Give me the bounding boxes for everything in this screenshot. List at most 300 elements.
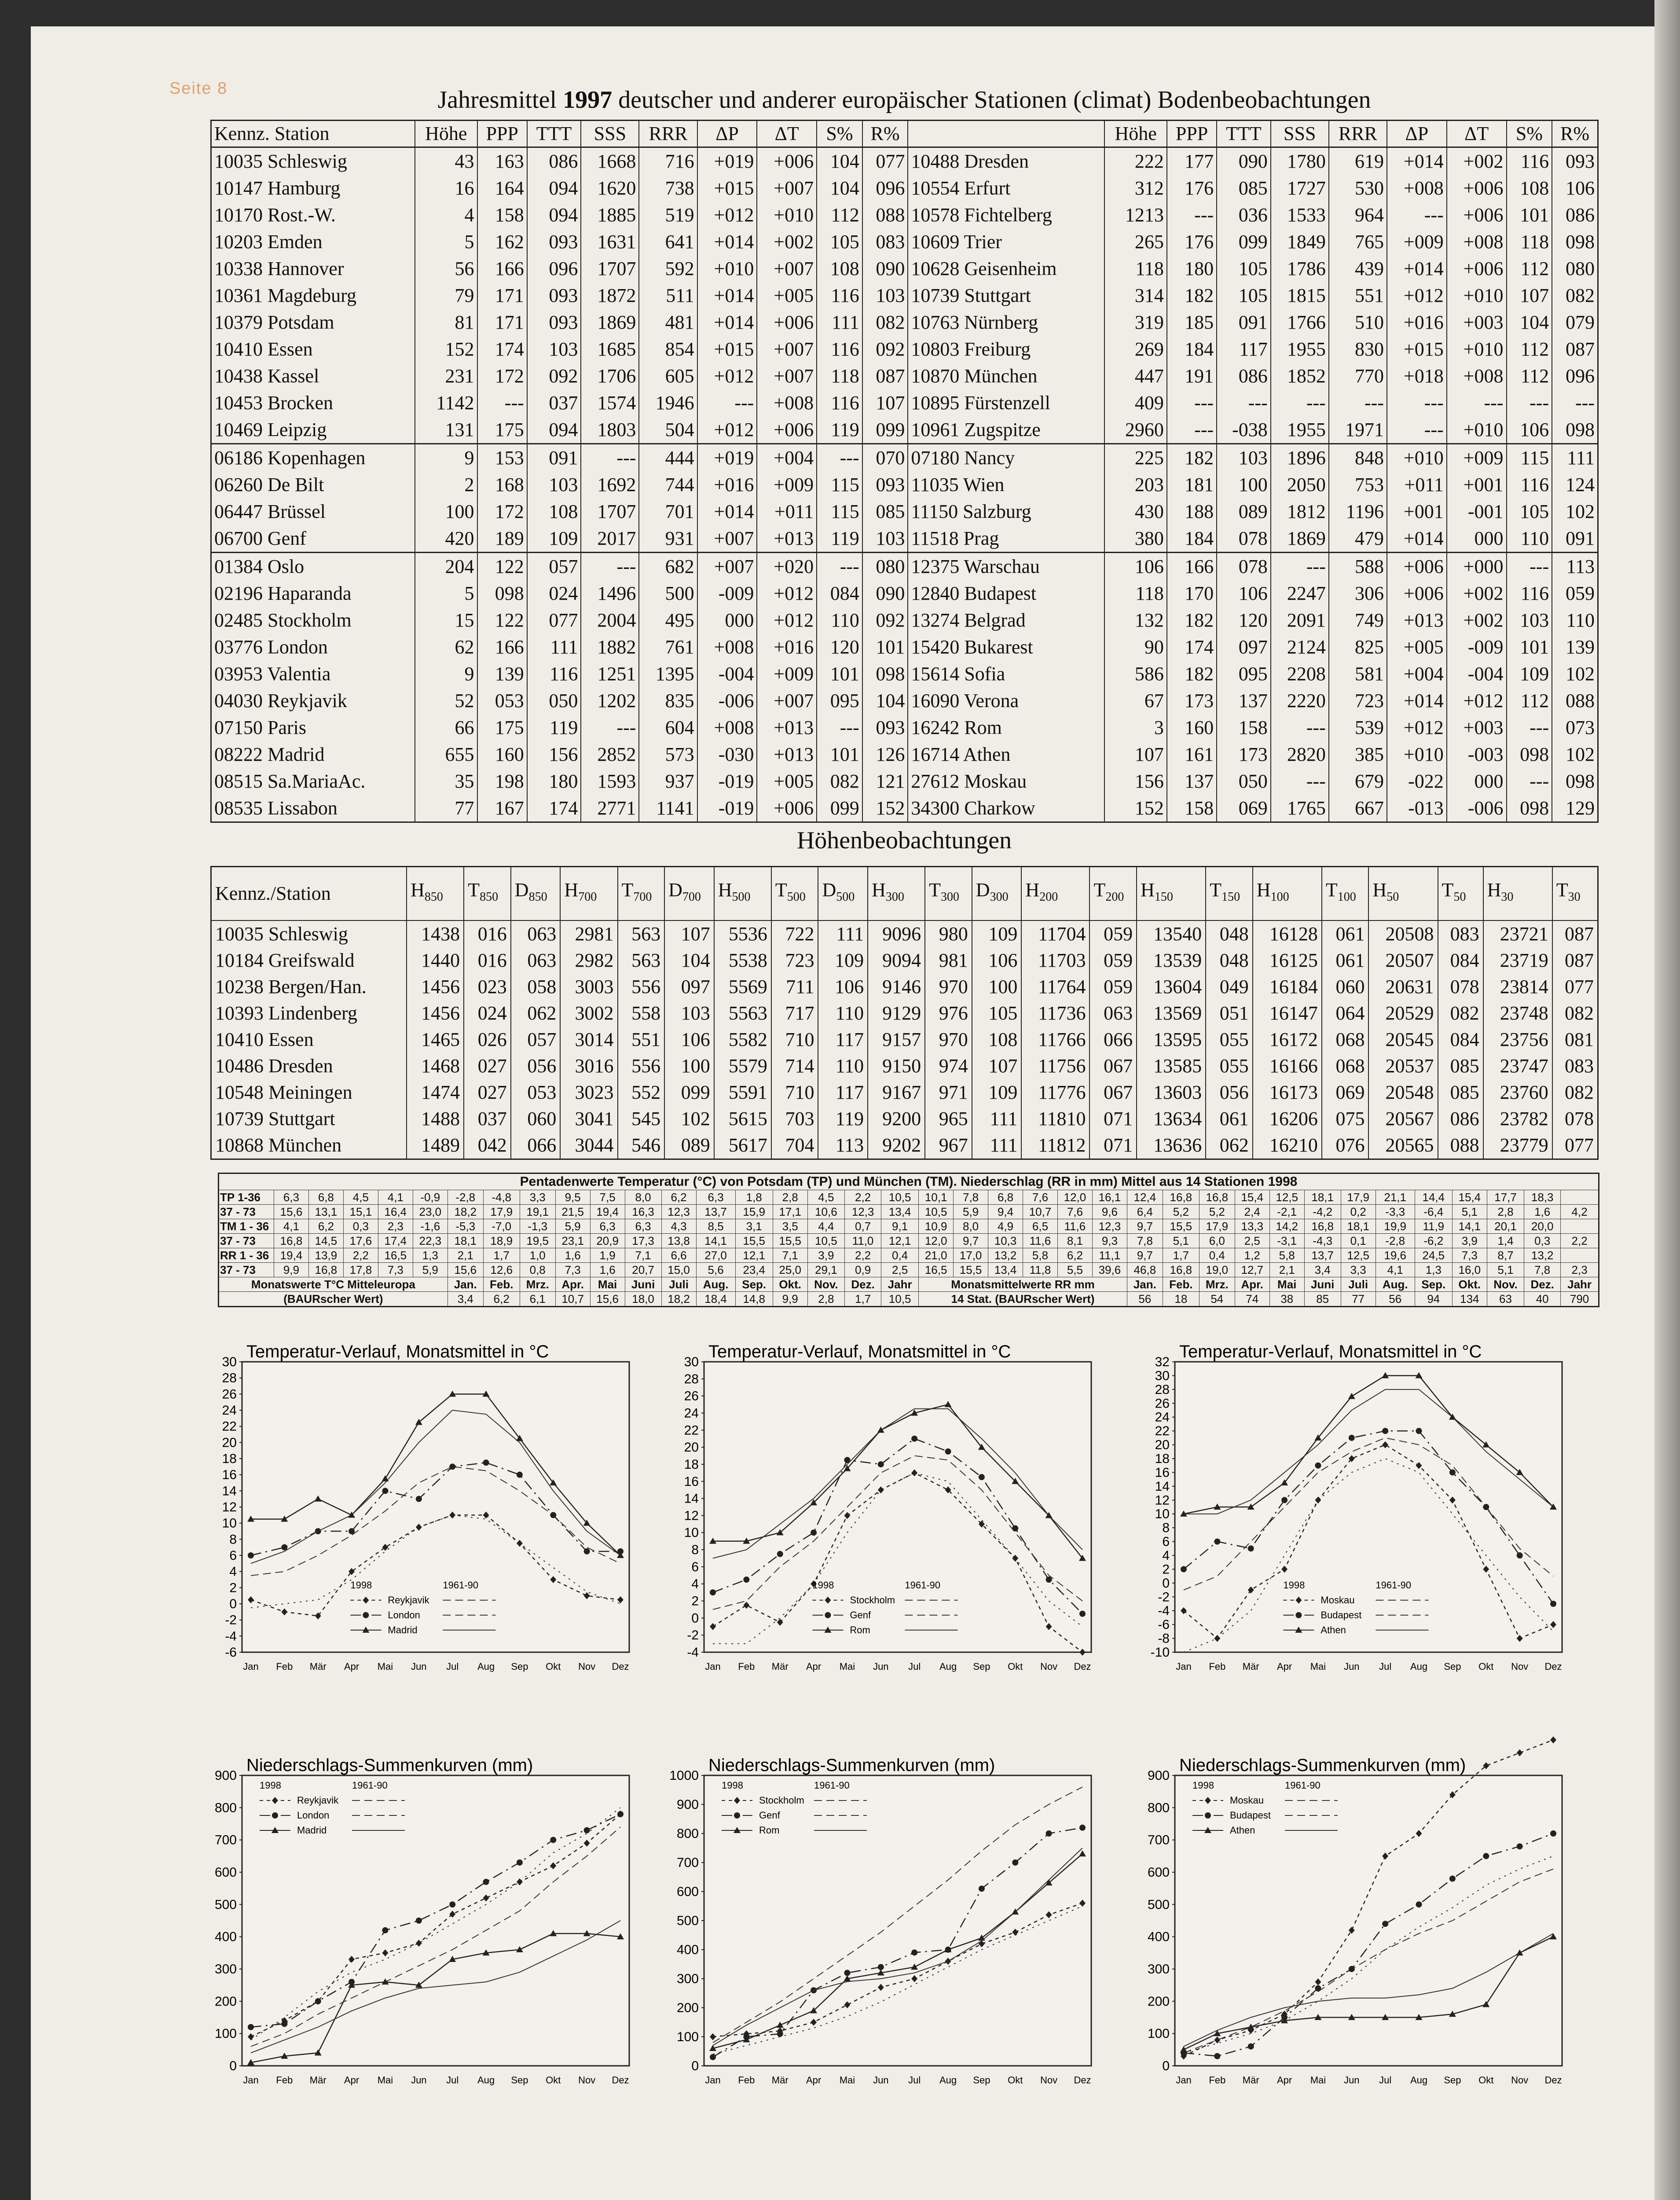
x-tick-label: Feb xyxy=(276,1661,293,1672)
value-cell: +014 xyxy=(1387,687,1447,714)
legend-label: Stockholm xyxy=(759,1795,804,1806)
value-cell: 103 xyxy=(1217,444,1271,472)
value-cell: 174 xyxy=(477,336,527,363)
value-cell: 19,6 xyxy=(1376,1248,1415,1263)
station-cell: 07180 Nancy xyxy=(908,444,1104,472)
value-cell: 061 xyxy=(1322,920,1369,947)
x-tick-label: Jul xyxy=(446,2075,459,2086)
value-cell: 056 xyxy=(511,1053,561,1079)
value-cell: 119 xyxy=(818,1106,868,1132)
value-cell: 3002 xyxy=(560,1000,617,1027)
value-cell: 2,2 xyxy=(343,1248,378,1263)
value-cell: 049 xyxy=(1206,974,1253,1000)
value-cell: 116 xyxy=(527,660,581,687)
value-cell: 0,2 xyxy=(1341,1205,1376,1219)
x-tick-label: Jul xyxy=(446,1661,459,1672)
value-cell: 175 xyxy=(477,714,527,741)
x-tick-label: Dez xyxy=(1074,1661,1091,1672)
x-tick-label: Jan xyxy=(705,2075,721,2086)
value-cell: -7,0 xyxy=(483,1219,520,1234)
value-cell: 101 xyxy=(817,660,862,687)
table-row xyxy=(211,444,1598,472)
value-cell: 113 xyxy=(818,1132,868,1159)
chart-svg xyxy=(1122,1753,1580,2110)
value-cell: 481 xyxy=(639,309,697,336)
value-cell: 0,3 xyxy=(1524,1234,1561,1248)
value-cell: 091 xyxy=(1217,309,1271,336)
x-tick-label: Dez xyxy=(1544,1661,1562,1672)
value-cell: 2220 xyxy=(1271,687,1329,714)
data-point xyxy=(1349,1435,1355,1441)
value-cell: 9,5 xyxy=(555,1190,590,1205)
value-cell: 6,4 xyxy=(1127,1205,1163,1219)
value-cell: +007 xyxy=(757,175,817,202)
value-cell: 116 xyxy=(1507,471,1552,498)
value-cell: 18,1 xyxy=(1304,1190,1341,1205)
y-tick-label: 20 xyxy=(684,1440,699,1455)
table-row xyxy=(211,1000,1598,1027)
x-tick-label: Apr xyxy=(344,2075,359,2086)
value-cell: 069 xyxy=(1322,1079,1369,1106)
x-tick-label: Mär xyxy=(309,2075,326,2086)
table-row xyxy=(219,1263,1599,1277)
value-cell: 053 xyxy=(511,1079,561,1106)
table-row xyxy=(211,228,1598,255)
y-tick-label: 4 xyxy=(229,1564,237,1579)
y-tick-label: 22 xyxy=(1155,1424,1170,1439)
col-header: $H_{30}$ xyxy=(1483,867,1552,921)
station-cell: 10895 Fürstenzell xyxy=(908,389,1104,416)
data-point xyxy=(743,1577,749,1583)
x-tick-label: Sep xyxy=(973,2075,990,2086)
y-tick-label: 300 xyxy=(676,1972,699,1986)
value-cell: +007 xyxy=(697,553,757,580)
value-cell: 9,3 xyxy=(1092,1234,1127,1248)
value-cell: 082 xyxy=(1552,1079,1598,1106)
value-cell: 051 xyxy=(1206,1000,1253,1027)
value-cell: 090 xyxy=(1217,147,1271,175)
value-cell: 124 xyxy=(1552,471,1598,498)
value-cell: 1,7 xyxy=(845,1292,881,1307)
data-point xyxy=(382,1927,388,1933)
value-cell: 9,9 xyxy=(274,1263,309,1277)
value-cell: +008 xyxy=(1447,228,1507,255)
data-point xyxy=(1046,1577,1052,1583)
table-row xyxy=(211,660,1598,687)
value-cell: -6,2 xyxy=(1415,1234,1452,1248)
value-cell: 12,1 xyxy=(881,1234,919,1248)
y-tick-label: 400 xyxy=(1147,1929,1170,1944)
station-cell: 10147 Hamburg xyxy=(211,175,415,202)
value-cell: 063 xyxy=(511,920,561,947)
value-cell: 117 xyxy=(1217,336,1271,363)
station-cell: 16090 Verona xyxy=(908,687,1104,714)
legend-label: Madrid xyxy=(297,1825,327,1836)
value-cell: 830 xyxy=(1329,336,1387,363)
x-tick-label: Jun xyxy=(411,2075,427,2086)
value-cell: +008 xyxy=(1447,363,1507,389)
value-cell: --- xyxy=(1167,416,1217,444)
value-cell: 10,5 xyxy=(881,1292,919,1307)
value-cell: 139 xyxy=(477,660,527,687)
value-cell: 1685 xyxy=(581,336,639,363)
value-cell: 088 xyxy=(1438,1132,1483,1159)
value-cell: 20567 xyxy=(1368,1106,1438,1132)
table-row xyxy=(211,416,1598,444)
value-cell: 710 xyxy=(771,1027,818,1053)
value-cell: 098 xyxy=(1552,768,1598,795)
value-cell: 175 xyxy=(477,416,527,444)
legend-year-6190: 1961-90 xyxy=(814,1780,850,1791)
value-cell: 112 xyxy=(817,202,862,228)
value-cell: --- xyxy=(477,389,527,416)
x-tick-label: Mai xyxy=(839,1661,855,1672)
monthly-rr-label: Monatsmittelwerte RR mm xyxy=(919,1277,1127,1292)
value-cell: +019 xyxy=(697,147,757,175)
value-cell: 167 xyxy=(477,795,527,822)
station-cell: 12840 Budapest xyxy=(908,580,1104,607)
x-tick-label: Jun xyxy=(873,1661,889,1672)
value-cell: 1872 xyxy=(581,282,639,309)
value-cell: 20565 xyxy=(1368,1132,1438,1159)
value-cell: 108 xyxy=(972,1027,1022,1053)
value-cell: 1707 xyxy=(581,498,639,525)
value-cell: 113 xyxy=(1552,553,1598,580)
value-cell: 16,1 xyxy=(1092,1190,1127,1205)
value-cell: 1955 xyxy=(1271,336,1329,363)
month-header: Juli xyxy=(661,1277,696,1292)
value-cell: 495 xyxy=(639,607,697,634)
value-cell: -006 xyxy=(697,687,757,714)
x-tick-label: Mai xyxy=(377,2075,393,2086)
value-cell: 15,4 xyxy=(1235,1190,1269,1205)
station-cell: 10438 Kassel xyxy=(211,363,415,389)
station-cell: 08222 Madrid xyxy=(211,741,415,768)
value-cell: 1465 xyxy=(407,1027,464,1053)
chart-title: Niederschlags-Summenkurven (mm) xyxy=(1179,1756,1466,1775)
value-cell: 3,3 xyxy=(520,1190,555,1205)
value-cell: 17,3 xyxy=(625,1234,661,1248)
value-cell: 092 xyxy=(862,607,908,634)
value-cell: 15,5 xyxy=(735,1234,773,1248)
value-cell: 092 xyxy=(527,363,581,389)
value-cell: 093 xyxy=(1552,147,1598,175)
value-cell: +014 xyxy=(697,228,757,255)
legend-label: Reykjavik xyxy=(297,1795,339,1806)
table-row xyxy=(211,525,1598,553)
plot-frame xyxy=(704,1362,1091,1652)
y-tick-label: 200 xyxy=(214,1994,237,2009)
value-cell: 069 xyxy=(1217,795,1271,822)
value-cell: 080 xyxy=(1552,255,1598,282)
col-header: $D_{300}$ xyxy=(972,867,1022,921)
value-cell: --- xyxy=(1552,389,1598,416)
y-tick-label: 10 xyxy=(1155,1507,1170,1522)
value-cell: 1,4 xyxy=(1487,1234,1524,1248)
value-cell: 16,8 xyxy=(1163,1263,1199,1277)
value-cell: +010 xyxy=(1387,444,1447,472)
value-cell: +006 xyxy=(1447,202,1507,228)
table-row xyxy=(219,1234,1599,1248)
value-cell: 1574 xyxy=(581,389,639,416)
value-cell: 105 xyxy=(817,228,862,255)
chart-1 xyxy=(189,1340,647,1698)
value-cell: -4,2 xyxy=(1304,1205,1341,1219)
data-point xyxy=(550,1512,556,1518)
data-point xyxy=(416,1496,422,1502)
station-cell: 16242 Rom xyxy=(908,714,1104,741)
y-tick-label: 1000 xyxy=(669,1768,699,1783)
value-cell: 1815 xyxy=(1271,282,1329,309)
value-cell: 108 xyxy=(817,255,862,282)
value-cell: 086 xyxy=(527,147,581,175)
value-cell: 16,8 xyxy=(274,1234,309,1248)
value-cell: 23,1 xyxy=(555,1234,590,1248)
value-cell: 46,8 xyxy=(1127,1263,1163,1277)
value-cell: 9096 xyxy=(868,920,925,947)
upper-air-title: Höhenbeobachtungen xyxy=(796,827,1012,854)
value-cell: 1707 xyxy=(581,255,639,282)
value-cell: 182 xyxy=(1167,607,1217,634)
value-cell: 112 xyxy=(1507,363,1552,389)
value-cell xyxy=(1561,1248,1599,1263)
value-cell: 2852 xyxy=(581,741,639,768)
value-cell: 11703 xyxy=(1021,947,1089,974)
value-cell: --- xyxy=(697,389,757,416)
col-header: $T_{850}$ xyxy=(464,867,511,921)
chart-5 xyxy=(651,1753,1109,2112)
value-cell: 1488 xyxy=(407,1106,464,1132)
value-cell: 7,8 xyxy=(1524,1263,1561,1277)
value-cell: 23756 xyxy=(1483,1027,1552,1053)
value-cell: 093 xyxy=(527,228,581,255)
month-header: Aug. xyxy=(696,1277,735,1292)
value-cell: --- xyxy=(1271,389,1329,416)
value-cell: 0,4 xyxy=(1199,1248,1235,1263)
legend-year-6190: 1961-90 xyxy=(443,1579,479,1591)
y-tick-label: 2 xyxy=(229,1580,237,1595)
value-cell: 15,0 xyxy=(661,1263,696,1277)
col-header: ΔP xyxy=(697,121,757,147)
y-tick-label: 700 xyxy=(214,1833,237,1848)
station-cell: 34300 Charkow xyxy=(908,795,1104,822)
value-cell: 723 xyxy=(771,947,818,974)
x-tick-label: Mai xyxy=(377,1661,393,1672)
y-tick-label: 16 xyxy=(1155,1465,1170,1480)
value-cell: 29,1 xyxy=(807,1263,844,1277)
x-tick-label: Jun xyxy=(1344,2075,1360,2086)
value-cell: 12,1 xyxy=(735,1248,773,1263)
value-cell: 6,2 xyxy=(308,1219,343,1234)
value-cell: 1620 xyxy=(581,175,639,202)
value-cell: -2,8 xyxy=(1376,1234,1415,1248)
value-cell: 9094 xyxy=(868,947,925,974)
y-tick-label: 400 xyxy=(214,1929,237,1944)
value-cell: 184 xyxy=(1167,336,1217,363)
value-cell: +007 xyxy=(757,363,817,389)
value-cell: 67 xyxy=(1104,687,1167,714)
value-cell: +006 xyxy=(757,795,817,822)
value-cell: 026 xyxy=(464,1027,511,1053)
y-tick-label: -2 xyxy=(687,1628,699,1643)
value-cell: 2,2 xyxy=(845,1248,881,1263)
station-cell: 10739 Stuttgart xyxy=(908,282,1104,309)
value-cell: +011 xyxy=(757,498,817,525)
table-row xyxy=(211,974,1598,1000)
value-cell: 5569 xyxy=(714,974,771,1000)
y-tick-label: 0 xyxy=(1162,2059,1170,2073)
y-tick-label: -10 xyxy=(1150,1645,1170,1660)
value-cell: 119 xyxy=(817,525,862,553)
value-cell: 15,6 xyxy=(448,1263,483,1277)
y-tick-label: -6 xyxy=(1158,1617,1170,1632)
value-cell: 086 xyxy=(1552,202,1598,228)
value-cell: 061 xyxy=(1206,1106,1253,1132)
station-cell: 10548 Meiningen xyxy=(211,1079,407,1106)
value-cell: 0,3 xyxy=(343,1219,378,1234)
x-tick-label: Okt xyxy=(1478,2075,1494,2086)
month-header: Okt. xyxy=(1452,1277,1487,1292)
value-cell: 17,9 xyxy=(1341,1190,1376,1205)
value-cell: 19,9 xyxy=(1376,1219,1415,1234)
value-cell: 20537 xyxy=(1368,1053,1438,1079)
value-cell: 13634 xyxy=(1137,1106,1206,1132)
value-cell: --- xyxy=(1507,768,1552,795)
station-cell: 10488 Dresden xyxy=(908,147,1104,175)
col-header: RRR xyxy=(1329,121,1387,147)
x-tick-label: Dez xyxy=(1074,2075,1091,2086)
value-cell: 106 xyxy=(818,974,868,1000)
value-cell: 20,9 xyxy=(590,1234,625,1248)
value-cell: 109 xyxy=(818,947,868,974)
value-cell: 19,0 xyxy=(1199,1263,1235,1277)
value-cell: 24,5 xyxy=(1415,1248,1452,1263)
value-cell: 036 xyxy=(1217,202,1271,228)
value-cell: 168 xyxy=(477,471,527,498)
value-cell: 106 xyxy=(1104,553,1167,580)
value-cell: +010 xyxy=(1387,741,1447,768)
value-cell: 132 xyxy=(1104,607,1167,634)
value-cell: 067 xyxy=(1089,1079,1137,1106)
value-cell: 13,1 xyxy=(308,1205,343,1219)
x-tick-label: Apr xyxy=(806,1661,822,1672)
col-header: $D_{850}$ xyxy=(511,867,561,921)
value-cell: 104 xyxy=(664,947,714,974)
value-cell: 18,4 xyxy=(696,1292,735,1307)
value-cell: 825 xyxy=(1329,634,1387,660)
data-point xyxy=(1214,1539,1220,1545)
x-tick-label: Jun xyxy=(1344,1661,1360,1672)
value-cell: --- xyxy=(1507,714,1552,741)
value-cell: +007 xyxy=(697,525,757,553)
page-label: Seite 8 xyxy=(169,79,228,98)
value-cell: 18,1 xyxy=(448,1234,483,1248)
value-cell: 9200 xyxy=(868,1106,925,1132)
value-cell xyxy=(1561,1219,1599,1234)
value-cell: 000 xyxy=(1447,768,1507,795)
legend-label: Madrid xyxy=(388,1624,418,1635)
value-cell: 171 xyxy=(477,282,527,309)
value-cell: 3014 xyxy=(560,1027,617,1053)
value-cell: 105 xyxy=(1217,255,1271,282)
x-tick-label: Sep xyxy=(511,1661,528,1672)
value-cell: 17,4 xyxy=(378,1234,413,1248)
legend-year-1998: 1998 xyxy=(722,1780,743,1791)
value-cell: 111 xyxy=(527,634,581,660)
value-cell: 097 xyxy=(664,974,714,1000)
x-tick-label: Mär xyxy=(771,1661,789,1672)
table-row xyxy=(211,336,1598,363)
value-cell: 091 xyxy=(527,444,581,472)
value-cell: -009 xyxy=(1447,634,1507,660)
value-cell: 14,1 xyxy=(1452,1219,1487,1234)
value-cell: 023 xyxy=(464,974,511,1000)
value-cell: +006 xyxy=(1447,175,1507,202)
value-cell: 13,7 xyxy=(696,1205,735,1219)
value-cell: 1440 xyxy=(407,947,464,974)
value-cell: 3023 xyxy=(560,1079,617,1106)
month-header: Sep. xyxy=(1415,1277,1452,1292)
value-cell: 116 xyxy=(817,282,862,309)
value-cell: 063 xyxy=(1089,1000,1137,1027)
value-cell: 17,9 xyxy=(483,1205,520,1219)
value-cell: 2017 xyxy=(581,525,639,553)
value-cell: 016 xyxy=(464,920,511,947)
value-cell: 120 xyxy=(817,634,862,660)
value-cell: 35 xyxy=(415,768,477,795)
value-cell: -019 xyxy=(697,795,757,822)
value-cell: 106 xyxy=(1507,416,1552,444)
value-cell: 102 xyxy=(1552,660,1598,687)
value-cell: 078 xyxy=(1217,553,1271,580)
value-cell: +006 xyxy=(757,309,817,336)
value-cell: +018 xyxy=(1387,363,1447,389)
x-tick-label: Sep xyxy=(1444,2075,1461,2086)
value-cell: 13604 xyxy=(1137,974,1206,1000)
value-cell: 120 xyxy=(1217,607,1271,634)
value-cell: 095 xyxy=(817,687,862,714)
col-header: $H_{100}$ xyxy=(1253,867,1322,921)
value-cell: 4,1 xyxy=(378,1190,413,1205)
data-point xyxy=(710,1589,716,1595)
value-cell: --- xyxy=(817,444,862,472)
y-tick-label: 8 xyxy=(1162,1521,1170,1536)
legend-label: London xyxy=(388,1609,420,1621)
y-tick-label: -2 xyxy=(225,1613,237,1628)
value-cell: 19,4 xyxy=(590,1205,625,1219)
x-tick-label: Okt xyxy=(546,2075,561,2086)
value-cell: 112 xyxy=(1507,255,1552,282)
value-cell: 087 xyxy=(1552,920,1598,947)
x-tick-label: Dez xyxy=(612,2075,629,2086)
value-cell: 967 xyxy=(925,1132,972,1159)
value-cell: 118 xyxy=(1507,228,1552,255)
col-header: $T_{300}$ xyxy=(925,867,972,921)
value-cell: 20545 xyxy=(1368,1027,1438,1053)
value-cell: 14,4 xyxy=(1415,1190,1452,1205)
data-point xyxy=(1517,1552,1523,1558)
value-cell: 131 xyxy=(415,416,477,444)
value-cell: 1456 xyxy=(407,974,464,1000)
value-cell: 090 xyxy=(862,255,908,282)
value-cell: 098 xyxy=(862,660,908,687)
value-cell: 104 xyxy=(1507,309,1552,336)
value-cell: 094 xyxy=(527,416,581,444)
value-cell: 086 xyxy=(1217,363,1271,389)
value-cell: 5563 xyxy=(714,1000,771,1027)
value-cell: +016 xyxy=(1387,309,1447,336)
value-cell: 2 xyxy=(415,471,477,498)
